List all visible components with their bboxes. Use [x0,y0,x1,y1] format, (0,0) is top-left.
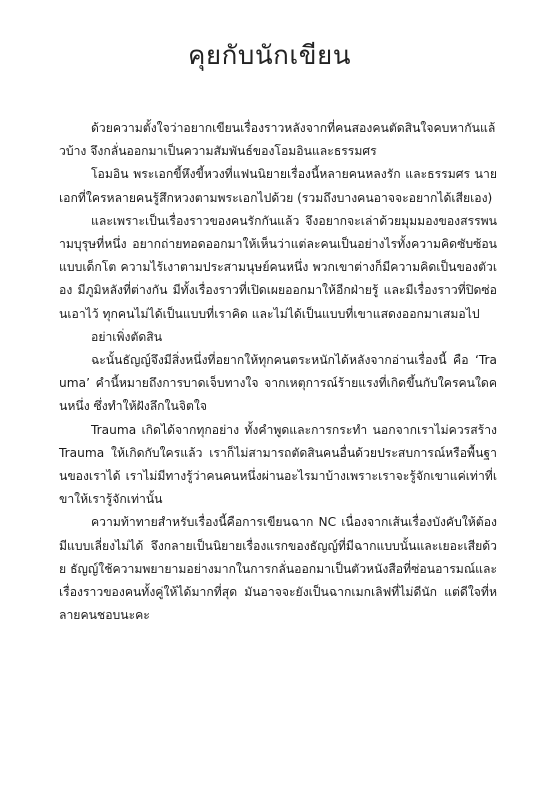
paragraph: Trauma เกิดได้จากทุกอย่าง ทั้งคำพูดและการกระทำ นอกจากเราไม่ควรสร้าง Trauma ให้เกิดกับใครแล้ว เราก็ไม่สามารถตัดสินคนอื่นด้วยประสบการณ์หรือพื้นฐานของเราได้ เราไม่มีทางรู้ว่าคนคนหนึ่งผ่านอะไรมาบ้างเพราะเราจะรู้จักเขาแค่เท่าที่เขาให้เรารู้จักเท่านั้น [59,422,497,507]
paragraph: อย่าเพิ่งตัดสิน [91,329,163,344]
paragraph: ความท้าทายสำหรับเรื่องนี้คือการเขียนฉาก NC เนื่องจากเส้นเรื่องบังคับให้ต้องมีแบบเลี่ยงไม่ได้ จึงกลายเป็นนิยายเรื่องแรกของธัญญ์ที่มีฉากแบบนั้นและเยอะเสียด้วย ธัญญ์ใช้ความพยายามอย่างมากในการกลั่นออกมาเป็นตัวหนังสือที่ซ่อนอารมณ์และเรื่องราวของคนทั้งคู่ให้ได้มากที่สุด มันอาจจะยังเป็นฉากเมกเลิฟที่ไม่ดีนัก แต่ดีใจที่หลายคนชอบนะคะ [59,515,497,623]
article-body [59,117,497,627]
paragraph: และเพราะเป็นเรื่องราวของคนรักกันแล้ว จึงอยากจะเล่าด้วยมุมมองของสรรพนามบุรุษที่หนึ่ง อยากถ่ายทอดออกมาให้เห็นว่าแต่ละคนเป็นอย่างไรทั้งความคิดซับซ้อนแบบเด็กโต ความไร้เงาตามประสามนุษย์คนหนึ่ง พวกเขาต่างก็มีความคิดเป็นของตัวเอง มีภูมิหลังที่ต่างกัน มีทั้งเรื่องราวที่เปิดเผยออกมาให้อีกฝ่ายรู้ และมีเรื่องราวที่ปิดซ่อนเอาไว้ ทุกคนไม่ได้เป็นแบบที่เราคิด และไม่ได้เป็นแบบที่เขาแสดงออกมาเสมอไป [59,213,497,321]
paragraph: โอมอิน พระเอกขี้หึงขี้หวงที่แฟนนิยายเรื่องนี้หลายคนหลงรัก และธรรมศร นายเอกที่ใครหลายคนรู้สึกหวงตามพระเอกไปด้วย (รวมถึงบางคนอาจจะอยากได้เสียเอง) [59,167,497,205]
paragraph: ฉะนั้นธัญญ์จึงมีสิ่งหนึ่งที่อยากให้ทุกคนตระหนักได้หลังจากอ่านเรื่องนี้ คือ ‘Trauma’ คำนี้หมายถึงการบาดเจ็บทางใจ จากเหตุการณ์ร้ายแรงที่เกิดขึ้นกับใครคนใดคนหนึ่ง ซึ่งทำให้ฝังลึกในจิตใจ [59,353,497,414]
paragraph: ด้วยความตั้งใจว่าอยากเขียนเรื่องราวหลังจากที่คนสองคนตัดสินใจคบหากันแล้วบ้าง จึงกลั่นออกมาเป็นความสัมพันธ์ของโอมอินและธรรมศร [59,121,496,159]
page-title: คุยกับนักเขียน [187,41,352,71]
